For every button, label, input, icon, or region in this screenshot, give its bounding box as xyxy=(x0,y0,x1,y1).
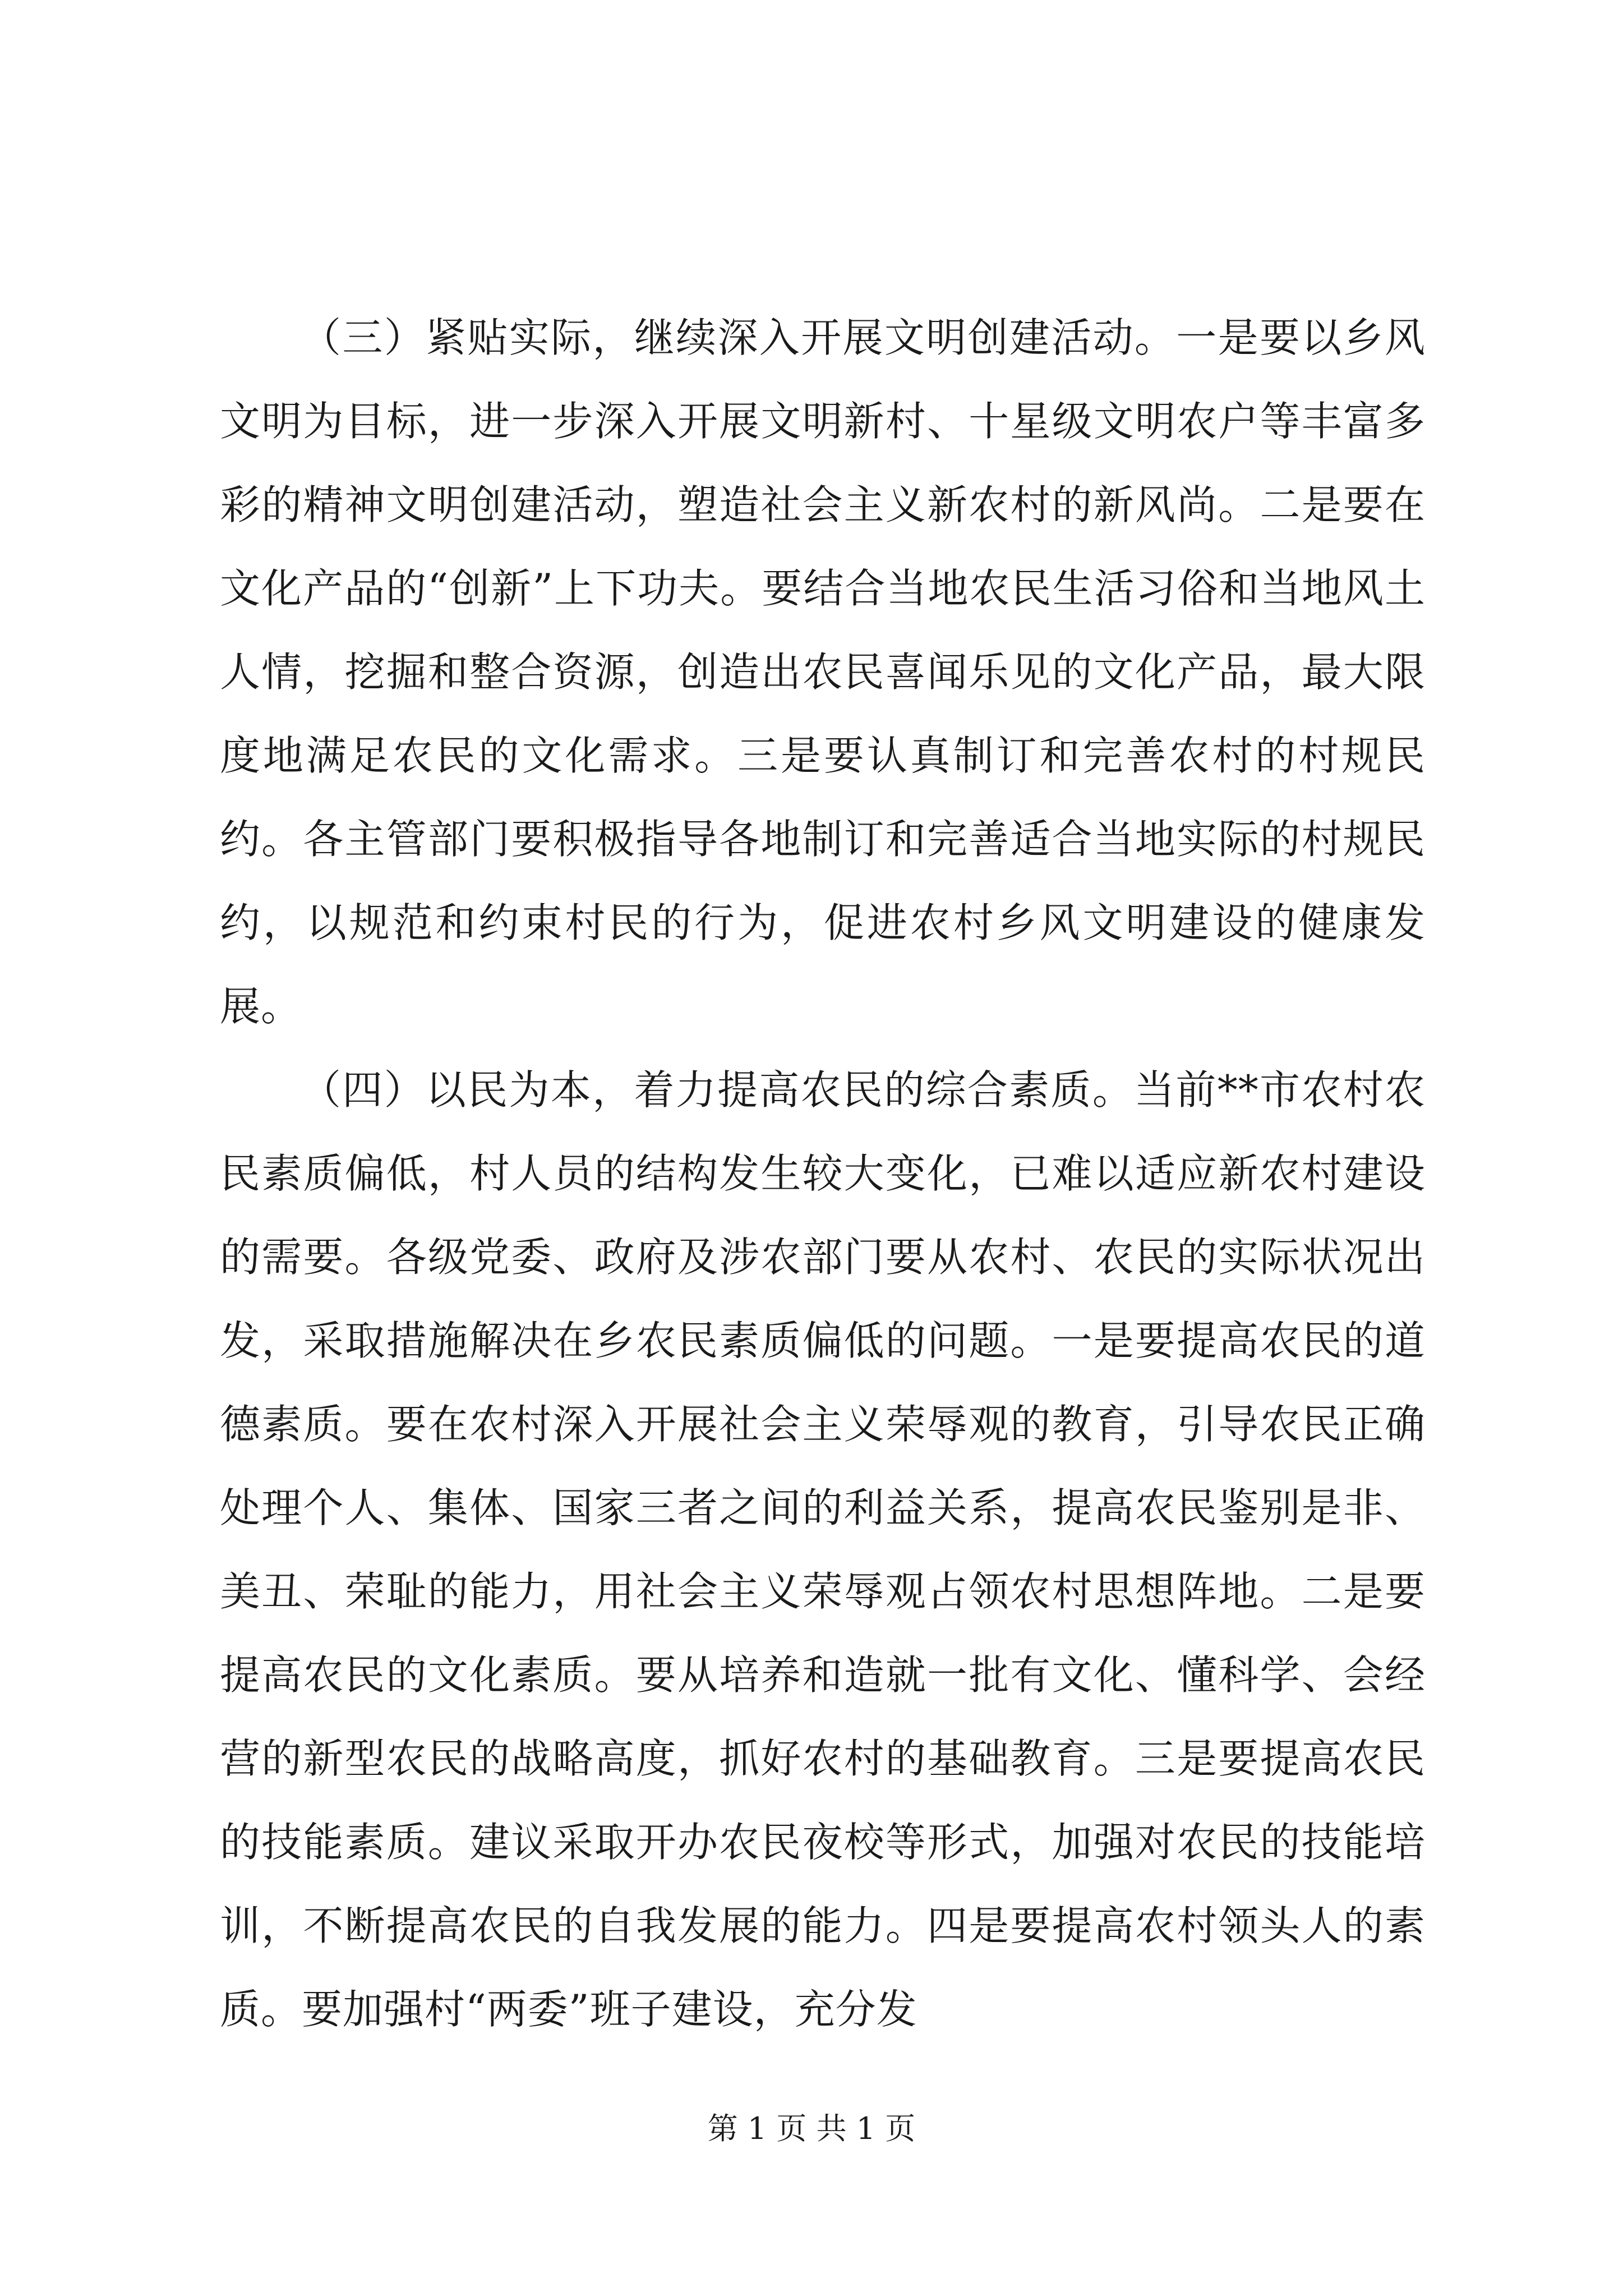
page-footer: 第 1 页 共 1 页 xyxy=(707,2111,916,2146)
paragraph-section-4: （四）以民为本，着力提高农民的综合素质。当前**市农村农民素质偏低，村人员的结构发生较大变化，已难以适应新农村建设的需要。各级党委、政府及涉农部门要从农村、农民的实际状况出发，采取措施解决在乡农民素质偏低的问题。一是要提高农民的道德素质。要在农村深入开展社会主义荣辱观的教育，引导农民正确处理个人、集体、国家三者之间的利益关系，提高农民鉴别是非、美丑、荣耻的能力，用社会主义荣辱观占领农村思想阵地。二是要提高农民的文化素质。要从培养和造就一批有文化、懂科学、会经营的新型农民的战略高度，抓好农村的基础教育。三是要提高农民的技能素质。建议采取开办农民夜校等形式，加强对农民的技能培训，不断提高农民的自我发展的能力。四是要提高农村领头人的素质。要加强村“两委”班子建设，充分发 xyxy=(220,1066,1426,2033)
document-body xyxy=(220,296,1426,2051)
paragraph-section-3: （三）紧贴实际，继续深入开展文明创建活动。一是要以乡风文明为目标，进一步深入开展文明新村、十星级文明农户等丰富多彩的精神文明创建活动，塑造社会主义新农村的新风尚。二是要在文化产品的“创新”上下功夫。要结合当地农民生活习俗和当地风土人情，挖掘和整合资源，创造出农民喜闻乐见的文化产品，最大限度地满足农民的文化需求。三是要认真制订和完善农村的村规民约。各主管部门要积极指导各地制订和完善适合当地实际的村规民约，以规范和约束村民的行为，促进农村乡风文明建设的健康发展。 xyxy=(220,314,1426,1030)
